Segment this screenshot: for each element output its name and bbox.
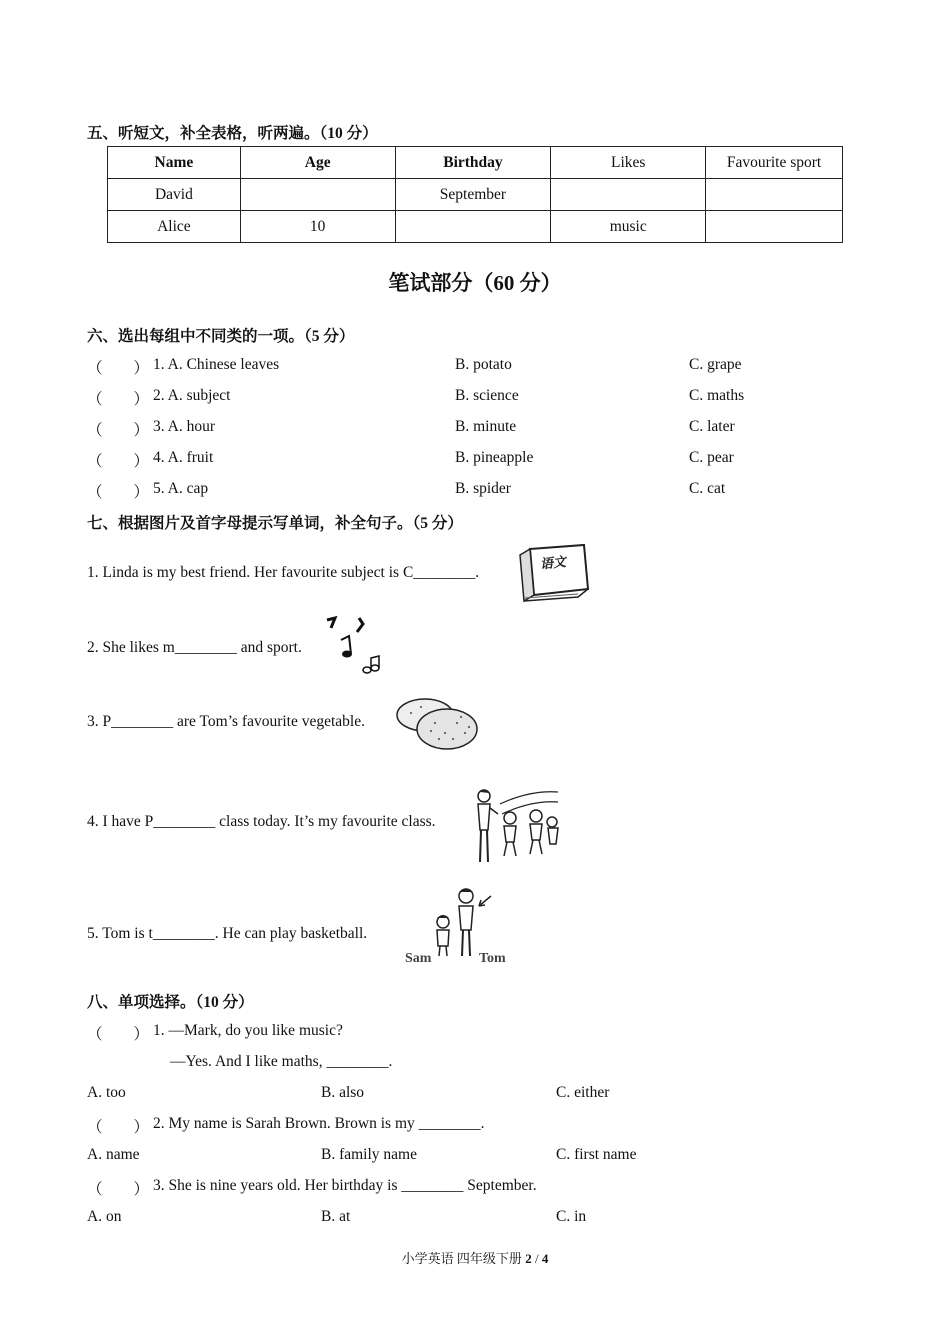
option-c: C. maths [689, 387, 745, 404]
answer-bracket[interactable]: （ ） [87, 1181, 150, 1198]
option-a: 2. A. subject [153, 387, 231, 404]
answer-bracket[interactable]: （ ） [87, 1026, 150, 1043]
section8-title: 八、单项选择。（10 分） [87, 994, 254, 1011]
option-a: 5. A. cap [153, 480, 209, 497]
option-c: C. either [556, 1084, 610, 1101]
table-header-row [108, 147, 843, 179]
table-cell-blank[interactable] [706, 179, 843, 211]
option-c: C. grape [689, 356, 742, 373]
table-row [108, 211, 843, 243]
table-row [108, 179, 843, 211]
fill-sentence: 4. I have P________ class today. It’s my favourite class. [87, 813, 436, 830]
table-header: Age [240, 147, 395, 179]
table-cell-blank[interactable] [551, 179, 706, 211]
listening-table [107, 146, 843, 243]
section7-title: 七、根据图片及首字母提示写单词，补全句子。（5 分） [87, 515, 463, 532]
fill-sentence: 3. P________ are Tom’s favourite vegetable. [87, 713, 365, 730]
label-sam: Sam [405, 951, 432, 966]
option-a: A. name [87, 1146, 140, 1163]
table-header: Favourite sport [706, 147, 843, 179]
fill-sentence: 1. Linda is my best friend. Her favourite subject is C________. [87, 564, 480, 581]
option-b: B. potato [455, 356, 512, 373]
answer-bracket[interactable]: （ ） [87, 422, 150, 439]
option-b: B. science [455, 387, 519, 404]
option-a: 1. A. Chinese leaves [153, 356, 280, 373]
fill-sentence: 2. She likes m________ and sport. [87, 639, 302, 656]
table-cell-blank[interactable] [395, 211, 551, 243]
table-cell: music [551, 211, 706, 243]
answer-bracket[interactable]: （ ） [87, 391, 150, 408]
question-3: 3. She is nine years old. Her birthday is ________ September. [153, 1177, 537, 1194]
fill-sentence: 5. Tom is t________. He can play basketball. [87, 925, 368, 942]
page-separator: / [531, 1251, 542, 1266]
sam-and-tom-picture [403, 886, 511, 968]
page-footer [0, 1248, 950, 1267]
page-total: 4 [541, 1251, 549, 1266]
option-b: B. pineapple [455, 449, 534, 466]
option-a: A. on [87, 1208, 122, 1225]
table-cell-blank[interactable] [240, 179, 395, 211]
chinese-book-icon [516, 543, 592, 603]
option-c: C. in [556, 1208, 587, 1225]
pe-class-icon [470, 786, 562, 866]
answer-bracket[interactable]: （ ） [87, 453, 150, 470]
option-c: C. later [689, 418, 735, 435]
option-a: A. too [87, 1084, 126, 1101]
option-c: C. pear [689, 449, 734, 466]
footer-text: 小学英语 四年级下册 [401, 1251, 526, 1266]
table-header: Name [108, 147, 241, 179]
option-c: C. first name [556, 1146, 637, 1163]
answer-bracket[interactable]: （ ） [87, 360, 150, 377]
table-header: Likes [551, 147, 706, 179]
question-2: 2. My name is Sarah Brown. Brown is my ________. [153, 1115, 485, 1132]
option-a: 4. A. fruit [153, 449, 214, 466]
option-b: B. spider [455, 480, 511, 497]
option-b: B. family name [321, 1146, 417, 1163]
answer-bracket[interactable]: （ ） [87, 1119, 150, 1136]
music-notes-icon [323, 614, 383, 678]
book-label: 语文 [539, 554, 567, 573]
table-cell: David [108, 179, 241, 211]
section5-title: 五、听短文，补全表格，听两遍。（10 分） [87, 125, 378, 142]
option-b: B. at [321, 1208, 351, 1225]
potatoes-icon [395, 693, 481, 753]
label-tom: Tom [479, 951, 506, 966]
option-a: 3. A. hour [153, 418, 215, 435]
table-cell-blank[interactable] [706, 211, 843, 243]
section6-title: 六、选出每组中不同类的一项。（5 分） [87, 328, 355, 345]
table-cell: Alice [108, 211, 241, 243]
written-part-title: 笔试部分（60 分） [388, 271, 562, 295]
question-1: 1. —Mark, do you like music? [153, 1022, 343, 1039]
option-b: B. also [321, 1084, 365, 1101]
table-cell: 10 [240, 211, 395, 243]
table-cell: September [395, 179, 551, 211]
table-header: Birthday [395, 147, 551, 179]
option-b: B. minute [455, 418, 517, 435]
page-number: 2 [525, 1251, 532, 1266]
option-c: C. cat [689, 480, 726, 497]
answer-bracket[interactable]: （ ） [87, 484, 150, 501]
question-1-reply: —Yes. And I like maths, ________. [170, 1053, 393, 1070]
